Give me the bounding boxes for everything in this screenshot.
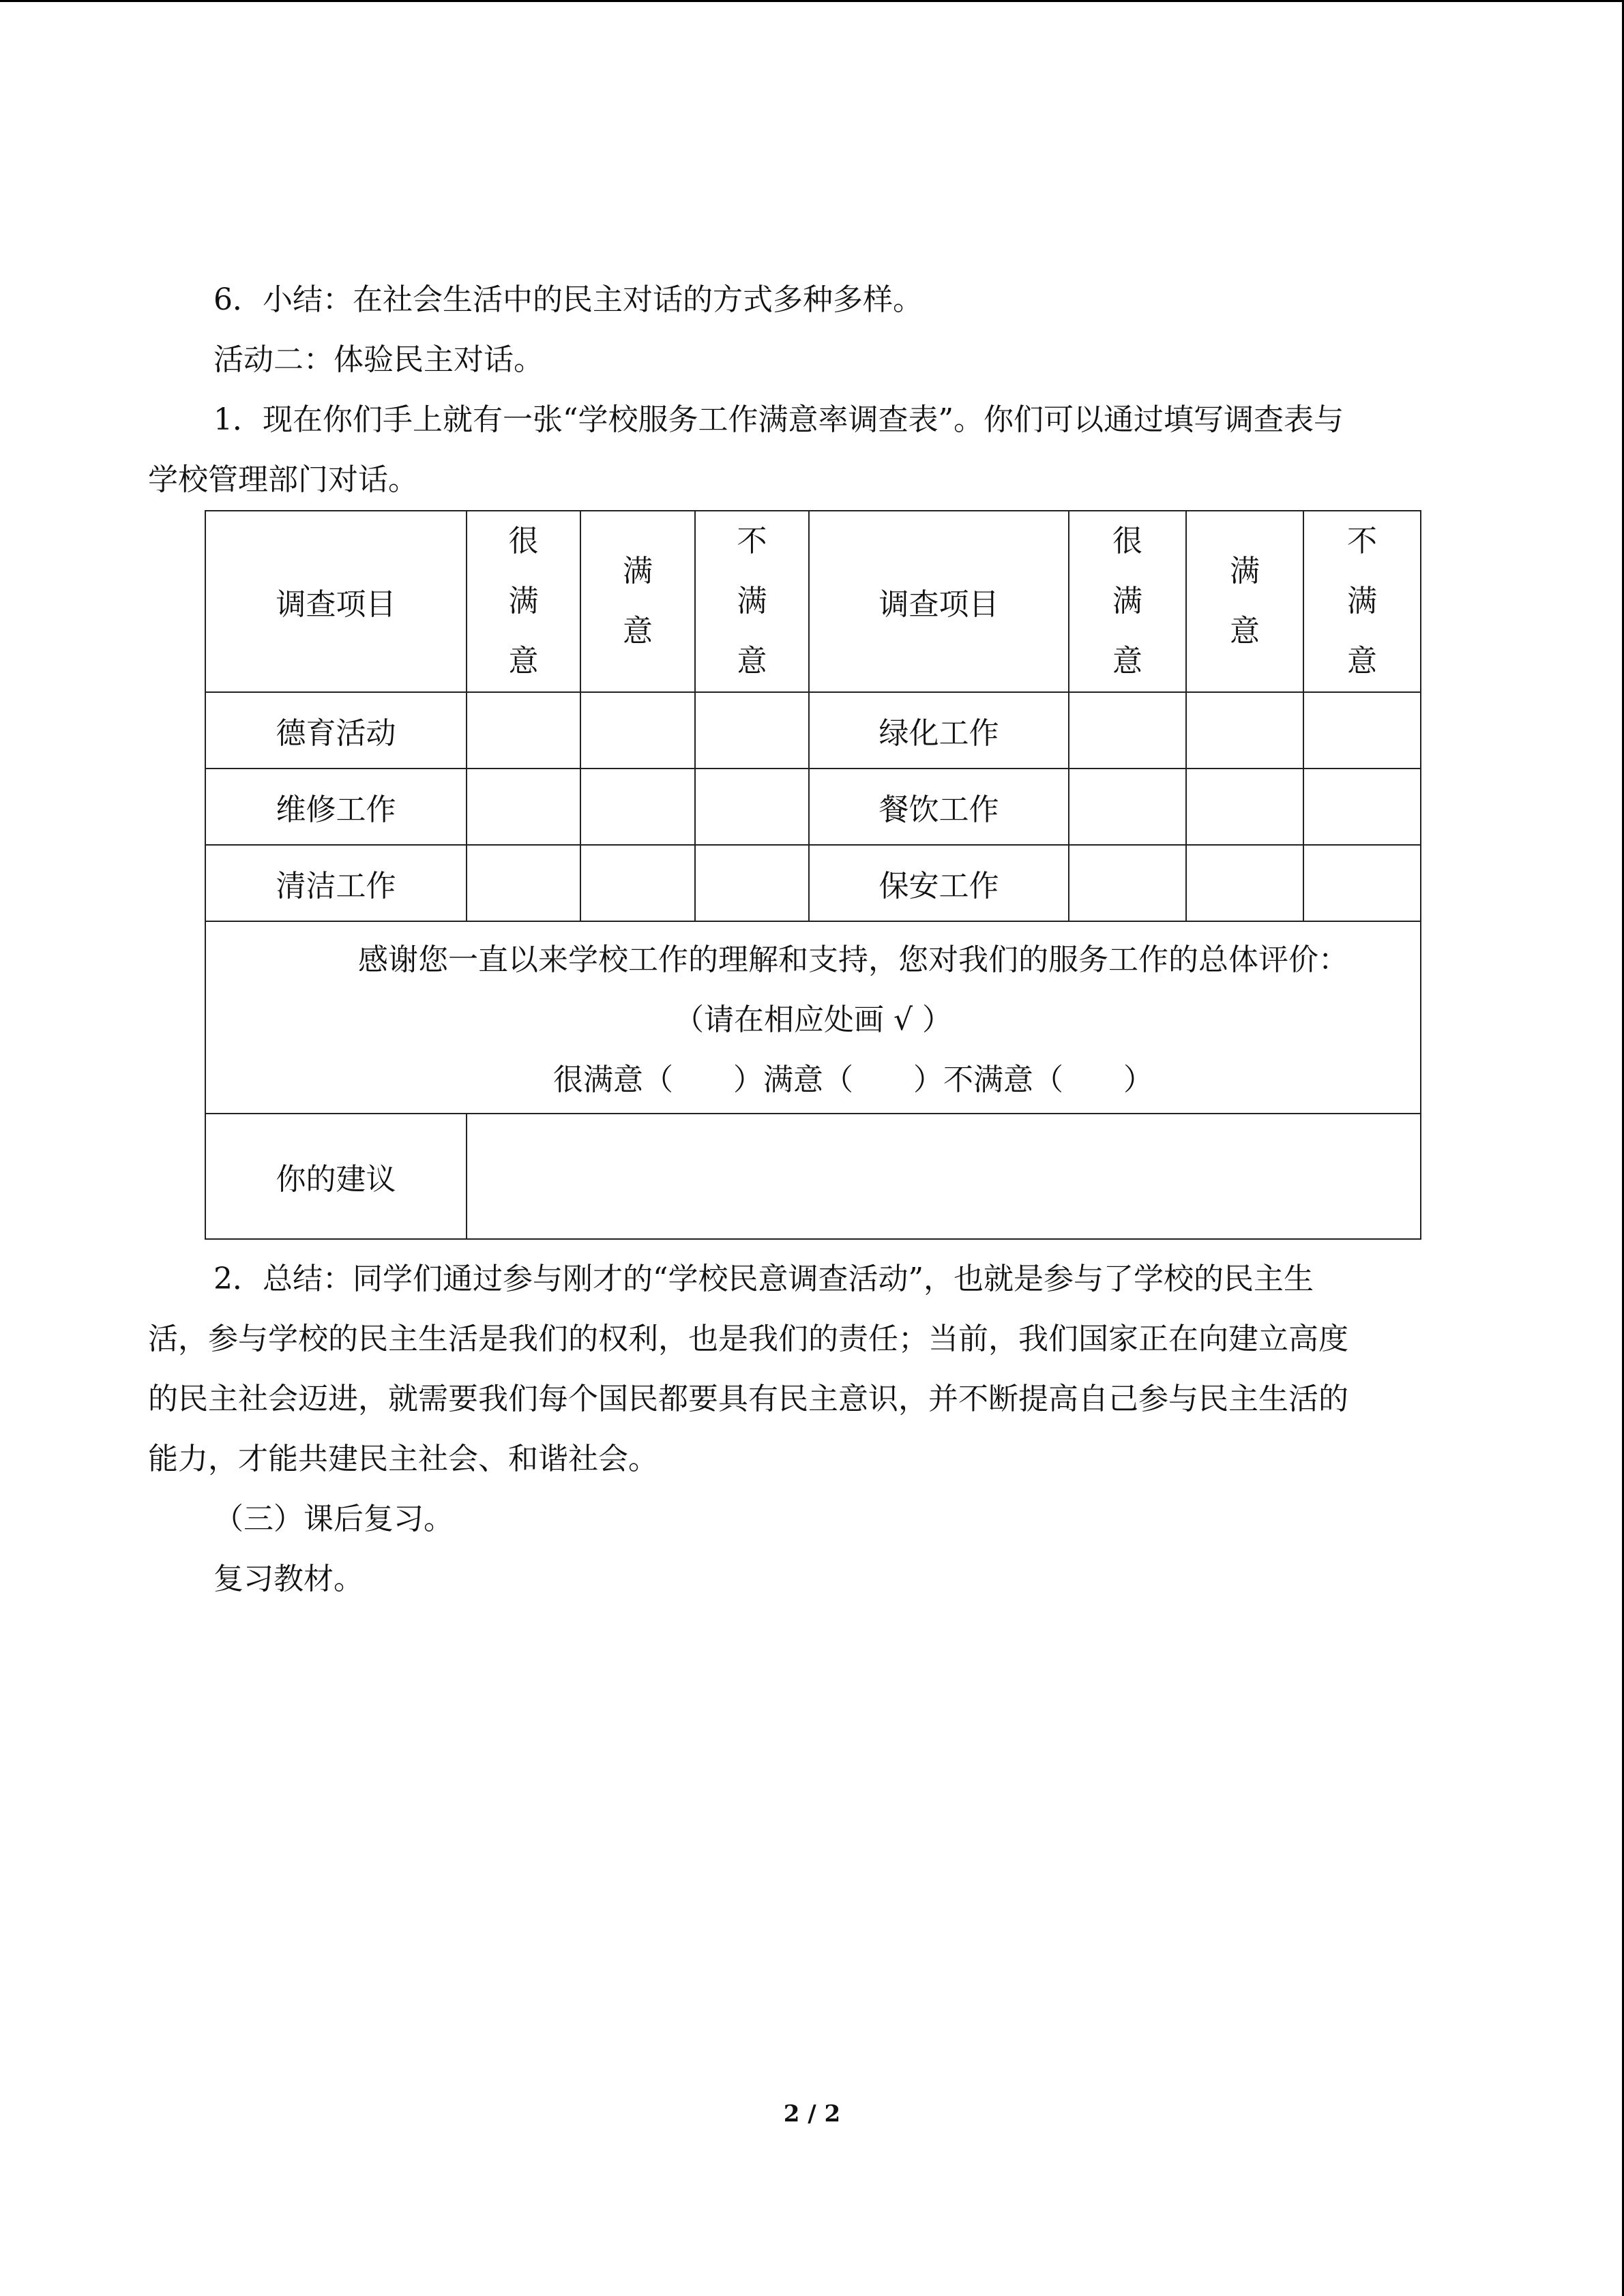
intro-paragraph-line2: 学校管理部门对话。 (148, 462, 418, 497)
survey-item-label: 保安工作 (809, 845, 1069, 921)
header-unsatisfied-right: 不满意 (1303, 511, 1421, 692)
rating-cell[interactable] (1186, 769, 1303, 845)
rating-cell[interactable] (580, 769, 695, 845)
header-satisfied-right: 满意 (1186, 511, 1303, 692)
satisfaction-survey-table (205, 510, 1421, 1240)
conclusion-paragraph-line3: 的民主社会迈进，就需要我们每个国民都要具有民主意识，并不断提高自己参与民主生活的 (148, 1382, 1348, 1416)
rating-cell[interactable] (1186, 692, 1303, 769)
activity-two-heading: 活动二：体验民主对话。 (213, 342, 544, 377)
header-satisfied-left: 满意 (580, 511, 695, 692)
rating-cell[interactable] (467, 769, 580, 845)
overall-evaluation-cell (205, 921, 1421, 1114)
document-body (148, 270, 1458, 1609)
rating-cell[interactable] (695, 692, 809, 769)
table-row (205, 845, 1421, 921)
page-number: 2 / 2 (783, 2100, 841, 2128)
rating-cell[interactable] (1069, 845, 1186, 921)
suggestion-label: 你的建议 (205, 1114, 467, 1239)
header-unsatisfied-left: 不满意 (695, 511, 809, 692)
conclusion-paragraph-line1: 2．总结：同学们通过参与刚才的“学校民意调查活动”，也就是参与了学校的民主生 (213, 1262, 1314, 1296)
table-header-row (205, 511, 1421, 692)
conclusion-paragraph-line4: 能力，才能共建民主社会、和谐社会。 (148, 1442, 658, 1476)
overall-evaluation-row (205, 921, 1421, 1114)
rating-cell[interactable] (1069, 769, 1186, 845)
survey-item-label: 清洁工作 (205, 845, 467, 921)
header-very-satisfied-left: 很满意 (467, 511, 580, 692)
review-heading: （三）课后复习。 (213, 1502, 454, 1536)
overall-rating-options[interactable]: 很满意（ ）满意（ ）不满意（ ） (553, 1062, 1153, 1097)
review-textbook: 复习教材。 (213, 1562, 364, 1596)
header-survey-item-left: 调查项目 (205, 511, 467, 692)
header-survey-item-right: 调查项目 (809, 511, 1069, 692)
intro-paragraph-line1: 1．现在你们手上就有一张“学校服务工作满意率调查表”。你们可以通过填写调查表与 (213, 402, 1344, 437)
survey-item-label: 德育活动 (205, 692, 467, 769)
header-very-satisfied-right: 很满意 (1069, 511, 1186, 692)
rating-cell[interactable] (467, 692, 580, 769)
rating-cell[interactable] (695, 769, 809, 845)
rating-cell[interactable] (580, 845, 695, 921)
suggestion-input-cell[interactable] (467, 1114, 1421, 1239)
rating-cell[interactable] (1303, 769, 1421, 845)
table-row (205, 692, 1421, 769)
survey-item-label: 维修工作 (205, 769, 467, 845)
table-row (205, 769, 1421, 845)
rating-cell[interactable] (580, 692, 695, 769)
rating-cell[interactable] (695, 845, 809, 921)
checkmark-instruction: （请在相应处画 √ ） (673, 1002, 952, 1037)
survey-item-label: 绿化工作 (809, 692, 1069, 769)
suggestion-row (205, 1114, 1421, 1239)
thanks-text: 感谢您一直以来学校工作的理解和支持，您对我们的服务工作的总体评价： (358, 942, 1348, 977)
page-top-border (0, 0, 1624, 2)
summary-paragraph: 6．小结：在社会生活中的民主对话的方式多种多样。 (213, 282, 923, 317)
rating-cell[interactable] (1186, 845, 1303, 921)
rating-cell[interactable] (1069, 692, 1186, 769)
rating-cell[interactable] (467, 845, 580, 921)
conclusion-paragraph-line2: 活，参与学校的民主生活是我们的权利，也是我们的责任；当前，我们国家正在向建立高度 (148, 1322, 1348, 1356)
rating-cell[interactable] (1303, 692, 1421, 769)
rating-cell[interactable] (1303, 845, 1421, 921)
survey-item-label: 餐饮工作 (809, 769, 1069, 845)
